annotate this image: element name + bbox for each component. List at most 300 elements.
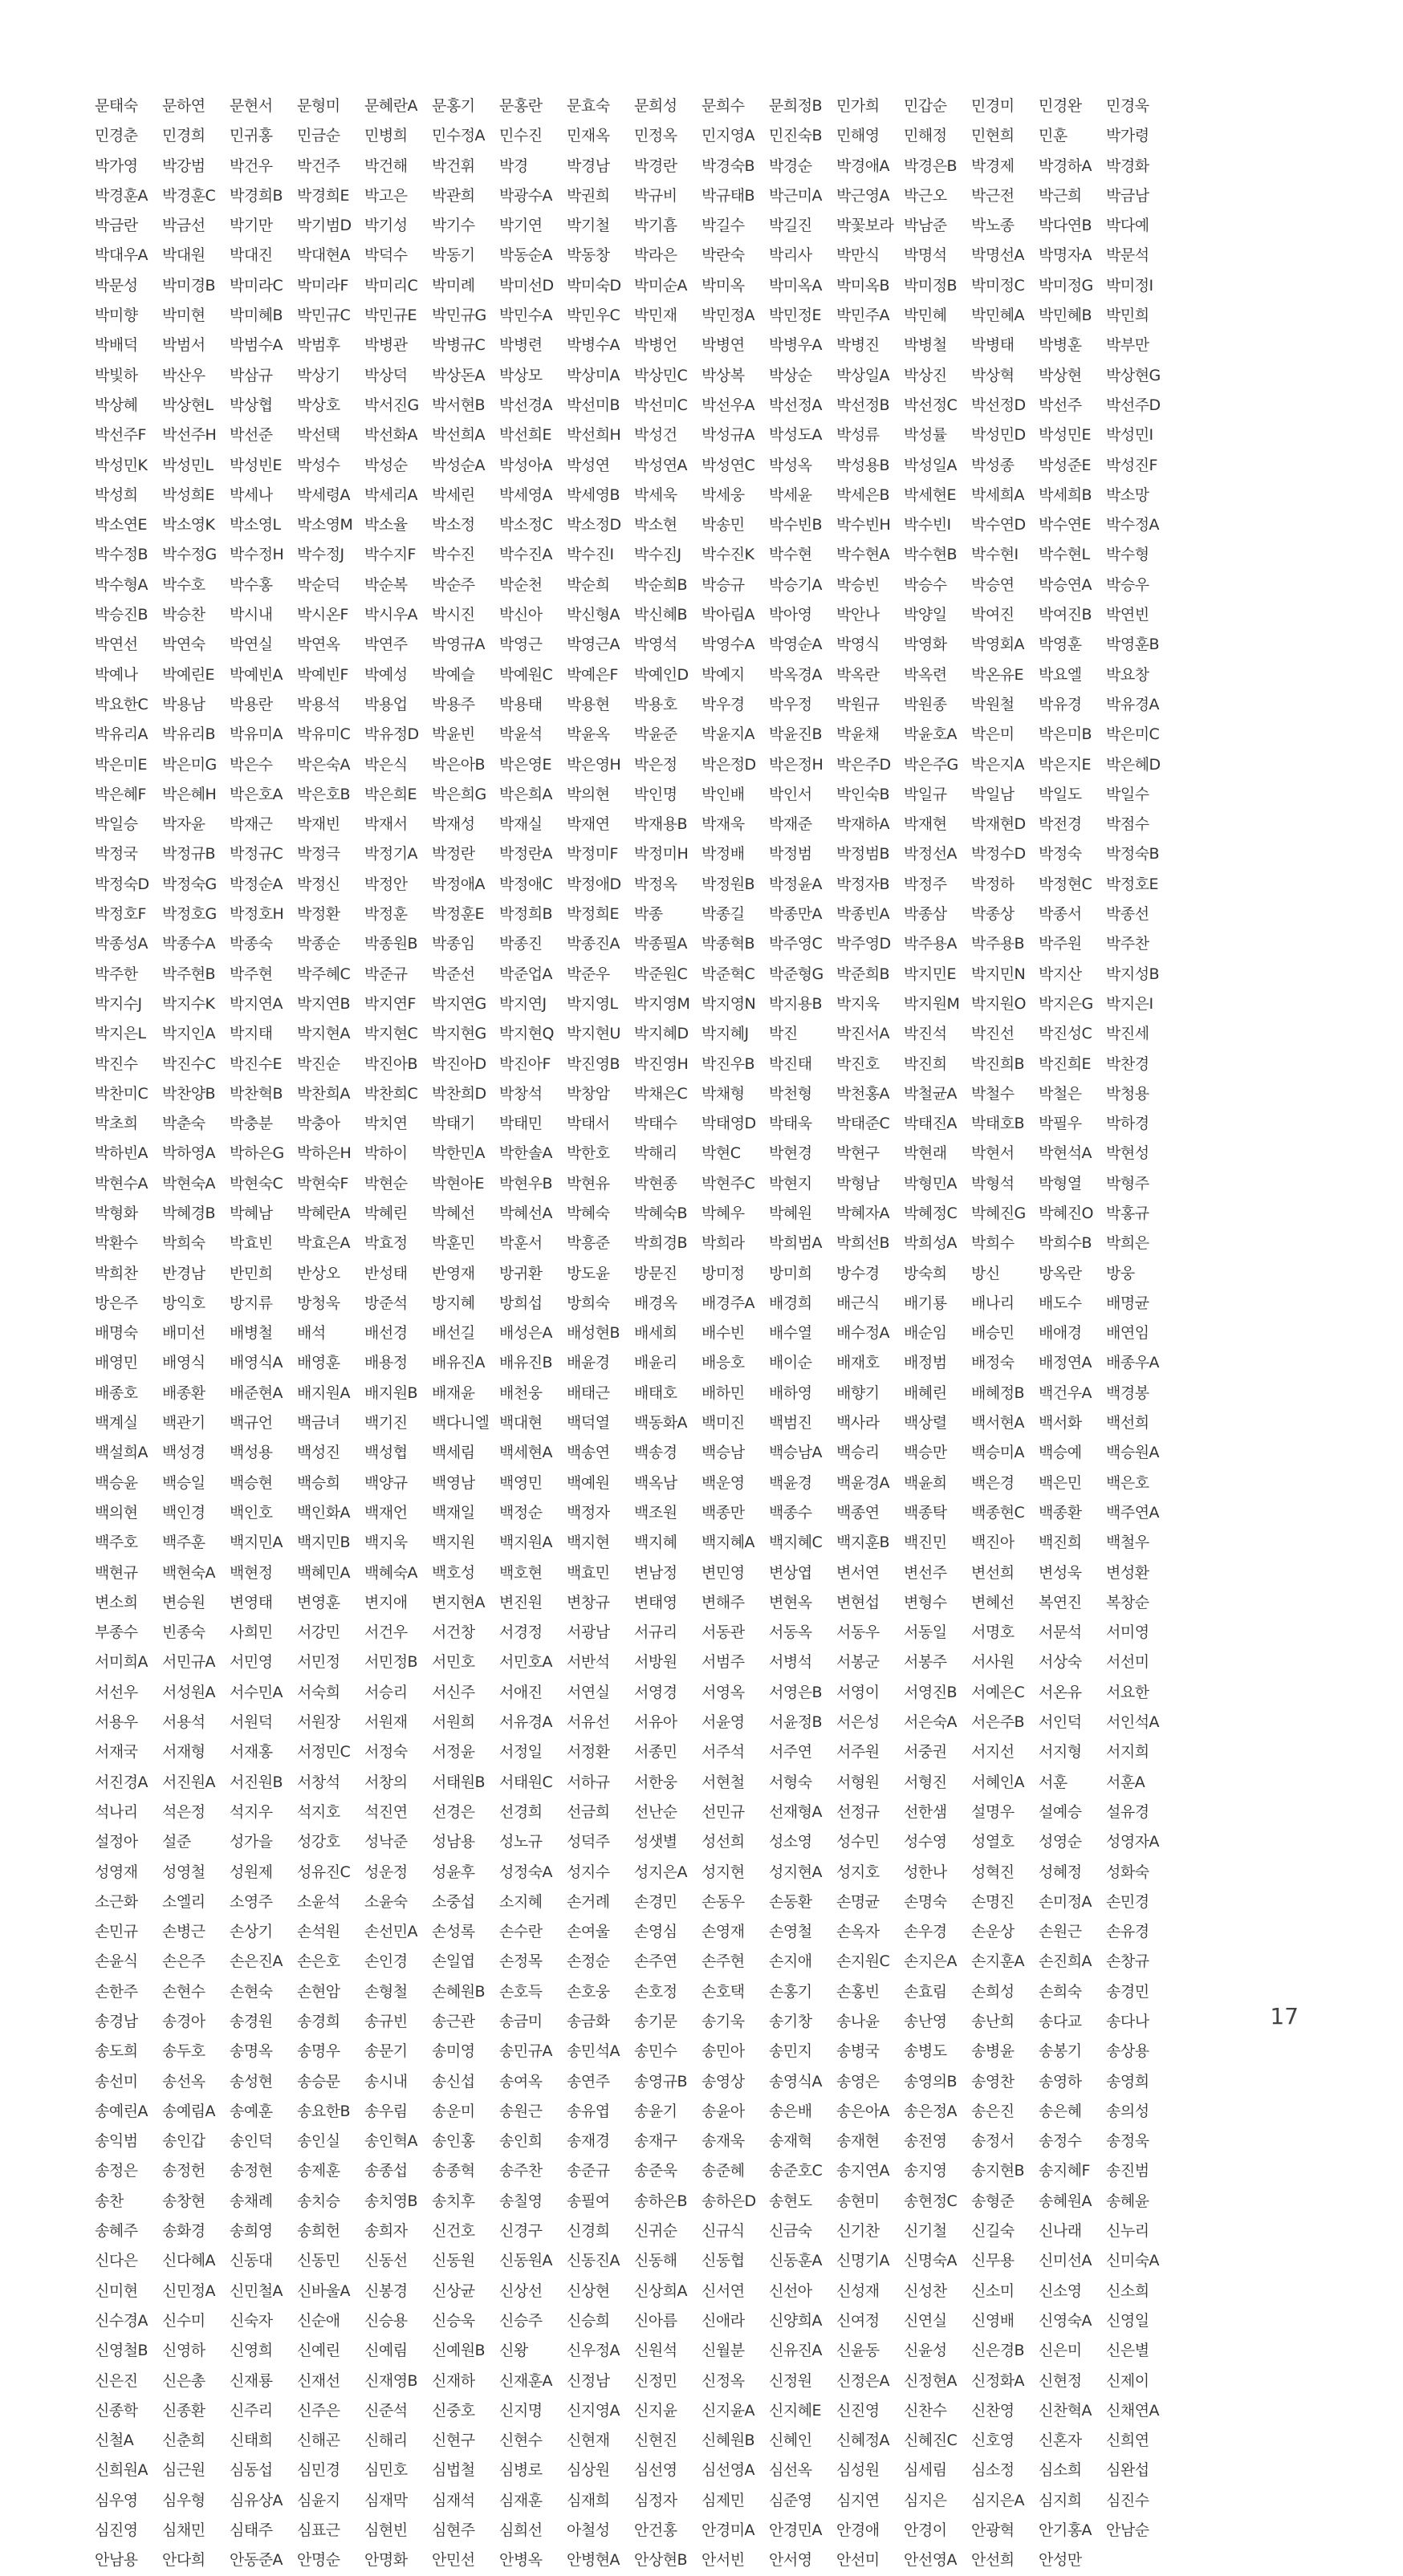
list-item: 신미현 [95, 2281, 138, 2300]
list-item: 손수란 [499, 1923, 543, 1941]
list-item: 송필여 [567, 2192, 610, 2210]
list-item: 박광수A [499, 186, 553, 205]
list-item: 손지애 [769, 1952, 812, 1971]
list-item: 신춘희 [162, 2432, 205, 2450]
list-item: 서병석 [769, 1653, 812, 1672]
list-item: 박재현 [904, 815, 947, 834]
list-item: 박상현G [1106, 366, 1161, 384]
list-item: 신종환 [162, 2401, 205, 2420]
list-item: 백미진 [702, 1414, 745, 1432]
list-item: 배성은A [499, 1324, 553, 1343]
list-item: 신정민 [634, 2371, 677, 2390]
list-item: 박의현 [567, 785, 610, 803]
list-item: 서문석 [1039, 1623, 1082, 1642]
list-item: 박태진A [904, 1115, 958, 1133]
list-item: 박수빈H [836, 516, 891, 534]
list-item: 성유진C [297, 1863, 351, 1881]
list-item: 박하이 [364, 1144, 408, 1163]
list-item: 박영석 [634, 636, 677, 654]
list-item: 신영일 [1106, 2311, 1149, 2330]
list-item: 박혜란A [297, 1204, 351, 1222]
list-item: 박승수 [904, 575, 947, 594]
list-item: 신상희A [634, 2281, 688, 2300]
list-item: 신정화A [971, 2371, 1025, 2390]
list-item: 서유아 [634, 1713, 677, 1732]
list-item: 박근미A [769, 186, 823, 205]
list-item: 박주용B [971, 935, 1025, 953]
list-item: 송치영B [364, 2192, 418, 2210]
list-item: 백경봉 [1106, 1383, 1149, 1402]
list-item: 서훈 [1039, 1773, 1068, 1791]
list-item: 박미현 [162, 307, 205, 325]
list-item: 심현주 [432, 2521, 475, 2540]
list-item: 박주원 [1039, 935, 1082, 953]
list-item: 백현숙A [162, 1563, 216, 1582]
list-item: 서정일 [499, 1743, 543, 1761]
list-item: 송준혜 [702, 2162, 745, 2180]
list-item: 심표근 [297, 2521, 340, 2540]
list-item: 배정범 [904, 1354, 947, 1372]
list-item: 박혜린 [364, 1204, 408, 1222]
list-item: 손현암 [297, 1982, 340, 2001]
list-item: 신윤동 [836, 2342, 880, 2360]
list-item: 박안나 [836, 606, 880, 624]
list-item: 배연임 [1106, 1324, 1149, 1343]
list-item: 박민혜 [904, 307, 947, 325]
list-item: 박성일A [904, 456, 958, 474]
list-item: 박은숙A [297, 755, 351, 774]
list-item: 박용업 [364, 695, 408, 713]
list-item: 심선옥 [769, 2461, 812, 2480]
list-item: 박민혜A [971, 307, 1025, 325]
list-item: 박혜정C [904, 1204, 958, 1222]
list-item: 박지욱 [836, 994, 880, 1013]
list-item: 박효정 [364, 1234, 408, 1253]
list-item: 송난희 [971, 2013, 1015, 2030]
list-item: 박성진F [1106, 456, 1157, 474]
list-item: 박혜자A [836, 1204, 890, 1222]
list-item: 박가령 [1106, 127, 1149, 145]
list-item: 신승용 [364, 2311, 408, 2330]
list-item: 송재현 [836, 2132, 880, 2151]
list-item: 문하연 [162, 97, 205, 115]
list-item: 박종빈A [836, 905, 890, 924]
list-item: 박수빈I [904, 516, 951, 534]
list-item: 서형숙 [769, 1773, 812, 1791]
list-item: 박정규C [230, 845, 283, 863]
list-item: 송근관 [432, 2013, 475, 2030]
list-item: 성소영 [769, 1833, 812, 1851]
list-item: 서범주 [702, 1653, 745, 1672]
list-item: 심재막 [364, 2491, 408, 2509]
list-item: 박은희A [499, 785, 553, 803]
list-item: 신소희 [1106, 2281, 1149, 2300]
list-item: 박은혜H [162, 785, 217, 803]
list-item: 신현진 [634, 2432, 677, 2450]
list-item: 박서현B [432, 396, 486, 414]
list-item: 서유경A [499, 1713, 553, 1732]
list-item: 박영수A [702, 636, 755, 654]
list-item: 심진수 [1106, 2491, 1149, 2509]
list-item: 성가을 [230, 1833, 273, 1851]
list-item: 신서연 [702, 2281, 745, 2300]
list-item: 설정아 [95, 1833, 138, 1851]
list-item: 박세령A [297, 486, 351, 504]
list-item: 송민석A [567, 2042, 620, 2061]
list-item: 박유미A [230, 725, 283, 744]
list-item: 박연옥 [297, 636, 340, 654]
list-item: 박영식 [836, 636, 880, 654]
list-item: 박은미 [971, 725, 1015, 744]
list-item: 서영이 [836, 1683, 880, 1701]
list-item: 배선길 [432, 1324, 475, 1343]
list-item: 박진아B [364, 1054, 418, 1073]
list-item: 안경미A [702, 2521, 755, 2540]
list-item: 박지연G [432, 994, 486, 1013]
list-item: 박세은B [836, 486, 890, 504]
list-item: 박형남 [836, 1174, 880, 1193]
list-item: 박성연A [634, 456, 688, 474]
list-item: 송은정A [904, 2102, 958, 2120]
list-item: 박진수C [162, 1054, 216, 1073]
list-item: 성윤후 [432, 1863, 475, 1881]
list-item: 손현수 [162, 1982, 205, 2001]
list-item: 박순주 [432, 575, 475, 594]
list-item: 박용주 [432, 695, 475, 713]
list-item: 박수형A [95, 575, 148, 594]
list-item: 손명균 [836, 1892, 880, 1911]
list-item: 서요한 [1106, 1683, 1149, 1701]
list-item: 박우경 [702, 695, 745, 713]
list-item: 송은진 [971, 2102, 1015, 2120]
list-item: 서정윤 [432, 1743, 475, 1761]
list-item: 송익범 [95, 2132, 138, 2151]
list-item: 송희영 [230, 2222, 273, 2241]
list-item: 손미정A [1039, 1892, 1092, 1911]
list-item: 소지혜 [499, 1892, 543, 1911]
list-item: 박상진 [904, 366, 947, 384]
list-item: 서하규 [567, 1773, 610, 1791]
list-item: 박지은I [1106, 994, 1153, 1013]
list-item: 변선주 [904, 1563, 947, 1582]
list-item: 박주한 [95, 965, 138, 983]
list-item: 민가희 [836, 97, 880, 115]
list-item: 박주현 [230, 965, 273, 983]
list-item: 신길숙 [971, 2222, 1015, 2241]
list-item: 박종상 [971, 905, 1015, 924]
list-item: 송병도 [904, 2042, 947, 2061]
list-item: 박미옥B [836, 276, 890, 295]
list-item: 박진 [769, 1025, 798, 1043]
list-item: 변지현A [432, 1593, 486, 1611]
list-item: 박주용A [904, 935, 958, 953]
list-item: 반민희 [230, 1264, 273, 1282]
list-item: 박진석 [904, 1025, 947, 1043]
list-item: 송혜윤 [1106, 2192, 1149, 2210]
list-item: 심재석 [432, 2491, 475, 2509]
list-item: 신승희 [567, 2311, 610, 2330]
list-item: 신영배 [971, 2311, 1015, 2330]
list-item: 박정애D [567, 875, 621, 893]
list-item: 박예지 [702, 665, 745, 684]
list-item: 배도수 [1039, 1294, 1082, 1312]
list-item: 박재연 [567, 815, 610, 834]
list-item: 신성찬 [904, 2281, 947, 2300]
list-item: 안명화 [364, 2551, 408, 2570]
list-item: 배병철 [230, 1324, 273, 1343]
list-item: 박상민C [634, 366, 688, 384]
list-item: 박근전 [971, 186, 1015, 205]
list-item: 소윤숙 [364, 1892, 408, 1911]
list-item: 박충아 [297, 1115, 340, 1133]
list-item: 박성희E [162, 486, 215, 504]
list-item: 신미숙A [1106, 2252, 1160, 2270]
list-item: 서영은B [769, 1683, 823, 1701]
list-item: 박아영 [769, 606, 812, 624]
list-item: 박정훈 [364, 905, 408, 924]
list-item: 박재실 [499, 815, 543, 834]
list-item: 박정원B [702, 875, 755, 893]
list-item: 서용우 [95, 1713, 138, 1732]
list-item: 신동선 [364, 2252, 408, 2270]
list-item: 배승민 [971, 1324, 1015, 1343]
list-item: 신순애 [297, 2311, 340, 2330]
list-item: 손지은A [904, 1952, 958, 1971]
list-item: 박요한C [95, 695, 148, 713]
list-item: 박선경A [499, 396, 553, 414]
list-item: 박태기 [432, 1115, 475, 1133]
list-item: 박지현U [567, 1025, 620, 1043]
list-item: 신다혜A [162, 2252, 216, 2270]
list-item: 방익호 [162, 1294, 205, 1312]
list-item: 부종수 [95, 1623, 138, 1642]
list-item: 서동일 [904, 1623, 947, 1642]
list-item: 변창규 [567, 1593, 610, 1611]
list-item: 안경애 [836, 2521, 880, 2540]
list-item: 송유엽 [567, 2102, 610, 2120]
list-item: 배지원B [364, 1383, 418, 1402]
list-item: 박태준C [836, 1115, 890, 1133]
list-item: 송지영 [904, 2162, 947, 2180]
list-item: 박승진B [95, 606, 148, 624]
list-item: 손명진 [971, 1892, 1015, 1911]
list-item: 문태숙 [95, 97, 138, 115]
list-item: 박수진 [432, 546, 475, 564]
list-item: 심재훈 [499, 2491, 543, 2509]
list-item: 송인희 [499, 2132, 543, 2151]
list-item: 배종우A [1106, 1354, 1160, 1372]
list-item: 박성민K [95, 456, 148, 474]
list-item: 박진호 [836, 1054, 880, 1073]
list-item: 박영근A [567, 636, 620, 654]
list-item: 성열호 [971, 1833, 1015, 1851]
list-item: 박경하A [1039, 156, 1092, 175]
list-item: 박춘숙 [162, 1115, 205, 1133]
list-item: 박종삼 [904, 905, 947, 924]
list-item: 배태근 [567, 1383, 610, 1402]
list-item: 박종필A [634, 935, 688, 953]
list-item: 박해리 [634, 1144, 677, 1163]
list-item: 박지현G [432, 1025, 486, 1043]
list-item: 배천웅 [499, 1383, 543, 1402]
list-item: 박정숙B [1106, 845, 1160, 863]
list-item: 서윤영 [702, 1713, 745, 1732]
list-item: 송기욱 [702, 2013, 745, 2030]
list-item: 손희숙 [1039, 1982, 1082, 2001]
list-item: 신희연 [1106, 2432, 1149, 2450]
list-item: 박선희H [567, 426, 621, 445]
list-item: 송난영 [904, 2013, 947, 2030]
list-item: 신월분 [702, 2342, 745, 2360]
list-item: 송영상 [702, 2072, 745, 2090]
list-item: 박현숙A [162, 1174, 216, 1193]
list-item: 서은주B [971, 1713, 1025, 1732]
list-item: 백관기 [162, 1414, 205, 1432]
list-item: 백영민 [499, 1473, 543, 1492]
list-item: 변상엽 [769, 1563, 812, 1582]
list-item: 백영남 [432, 1473, 475, 1492]
list-item: 박윤빈 [432, 725, 475, 744]
list-item: 박옥련 [904, 665, 947, 684]
list-item: 서숙희 [297, 1683, 340, 1701]
list-item: 민수진 [499, 127, 543, 145]
list-item: 배경희 [769, 1294, 812, 1312]
list-item: 선금희 [567, 1802, 610, 1821]
list-item: 서주석 [702, 1743, 745, 1761]
list-item: 박태서 [567, 1115, 610, 1133]
list-item: 박성민I [1106, 426, 1153, 445]
list-item: 신영철B [95, 2342, 148, 2360]
list-item: 백진민 [904, 1534, 947, 1552]
list-item: 성정숙A [499, 1863, 553, 1881]
list-item: 송두호 [162, 2042, 205, 2061]
list-item: 박태호B [971, 1115, 1025, 1133]
list-item: 박일남 [971, 785, 1015, 803]
list-item: 박종순 [297, 935, 340, 953]
list-item: 박수연D [971, 516, 1026, 534]
list-item: 방지류 [230, 1294, 273, 1312]
list-item: 박윤진B [769, 725, 823, 744]
list-item: 박희경B [634, 1234, 688, 1253]
list-item: 박지혜J [702, 1025, 749, 1043]
list-item: 박종임 [432, 935, 475, 953]
list-item: 박미라F [297, 276, 348, 295]
list-item: 백인경 [162, 1503, 205, 1522]
list-item: 박라은 [634, 246, 677, 265]
list-item: 신찬수 [904, 2401, 947, 2420]
list-item: 변선희 [971, 1563, 1015, 1582]
list-item: 박상기 [297, 366, 340, 384]
list-item: 박정선A [904, 845, 958, 863]
list-item: 신봉경 [364, 2281, 408, 2300]
list-item: 배용정 [364, 1354, 408, 1372]
list-item: 박병언 [634, 336, 677, 355]
list-item: 박성순 [364, 456, 408, 474]
list-item: 박미옥A [769, 276, 823, 295]
list-item: 박상현L [162, 396, 214, 414]
list-item: 박정호E [1106, 875, 1159, 893]
list-item: 배명숙 [95, 1324, 138, 1343]
list-item: 박정윤A [769, 875, 823, 893]
list-item: 박병철 [904, 336, 947, 355]
list-item: 안경민A [769, 2521, 823, 2540]
list-item: 신상현 [567, 2281, 610, 2300]
list-item: 신승주 [499, 2311, 543, 2330]
list-item: 백혜숙A [364, 1563, 418, 1582]
list-item: 박상모 [499, 366, 543, 384]
list-item: 박주찬 [1106, 935, 1149, 953]
list-item: 박대진 [230, 246, 273, 265]
list-item: 배영훈 [297, 1354, 340, 1372]
list-item: 박근영A [836, 186, 890, 205]
list-item: 설유경 [1106, 1802, 1149, 1821]
list-item: 손형철 [364, 1982, 408, 2001]
list-item: 박준원C [634, 965, 688, 983]
list-item: 심근원 [162, 2461, 205, 2480]
list-item: 서승리 [364, 1683, 408, 1701]
list-item: 손운상 [971, 1923, 1015, 1941]
list-item: 박선정C [904, 396, 958, 414]
list-item: 송병국 [836, 2042, 880, 2061]
list-item: 신금숙 [769, 2222, 812, 2241]
list-item: 손원근 [1039, 1923, 1082, 1941]
list-item: 민귀홍 [230, 127, 273, 145]
list-item: 배선경 [364, 1324, 408, 1343]
list-item: 신동원 [432, 2252, 475, 2270]
list-item: 박병진 [836, 336, 880, 355]
list-item: 신지혜E [769, 2401, 822, 2420]
list-item: 성영철 [162, 1863, 205, 1881]
list-item: 백범진 [769, 1414, 812, 1432]
list-item: 박승규 [702, 575, 745, 594]
list-item: 서건창 [432, 1623, 475, 1642]
list-item: 신준석 [364, 2401, 408, 2420]
list-item: 백의현 [95, 1503, 138, 1522]
list-item: 박민규G [432, 307, 486, 325]
list-item: 안서영 [769, 2551, 812, 2570]
list-item: 백지원 [432, 1534, 475, 1552]
list-item: 박찬희A [297, 1084, 351, 1103]
list-item: 박지현A [297, 1025, 351, 1043]
list-item: 백대현 [499, 1414, 543, 1432]
list-item: 반영재 [432, 1264, 475, 1282]
list-item: 박정신 [297, 875, 340, 893]
list-item: 박정미F [567, 845, 618, 863]
list-item: 박범서 [162, 336, 205, 355]
list-item: 박민규C [297, 307, 351, 325]
list-item: 백예원 [567, 1473, 610, 1492]
list-item: 서재홍 [230, 1743, 273, 1761]
list-item: 박순천 [499, 575, 543, 594]
list-item: 박상혁 [971, 366, 1015, 384]
list-item: 서은숙A [904, 1713, 958, 1732]
list-item: 박신혜B [634, 606, 688, 624]
list-item: 신재훈A [499, 2371, 553, 2390]
list-item: 박인명 [634, 785, 677, 803]
list-item: 백덕열 [567, 1414, 610, 1432]
list-item: 박은영E [499, 755, 552, 774]
list-item: 박영훈B [1106, 636, 1160, 654]
list-item: 백선희 [1106, 1414, 1149, 1432]
list-item: 박소정D [567, 516, 621, 534]
list-item: 심상원 [567, 2461, 610, 2480]
list-item: 민정옥 [634, 127, 677, 145]
list-item: 서은성 [836, 1713, 880, 1732]
list-item: 박성준E [1039, 456, 1092, 474]
list-item: 손민규 [95, 1923, 138, 1941]
list-item: 서수민A [230, 1683, 283, 1701]
list-item: 백계실 [95, 1414, 138, 1432]
